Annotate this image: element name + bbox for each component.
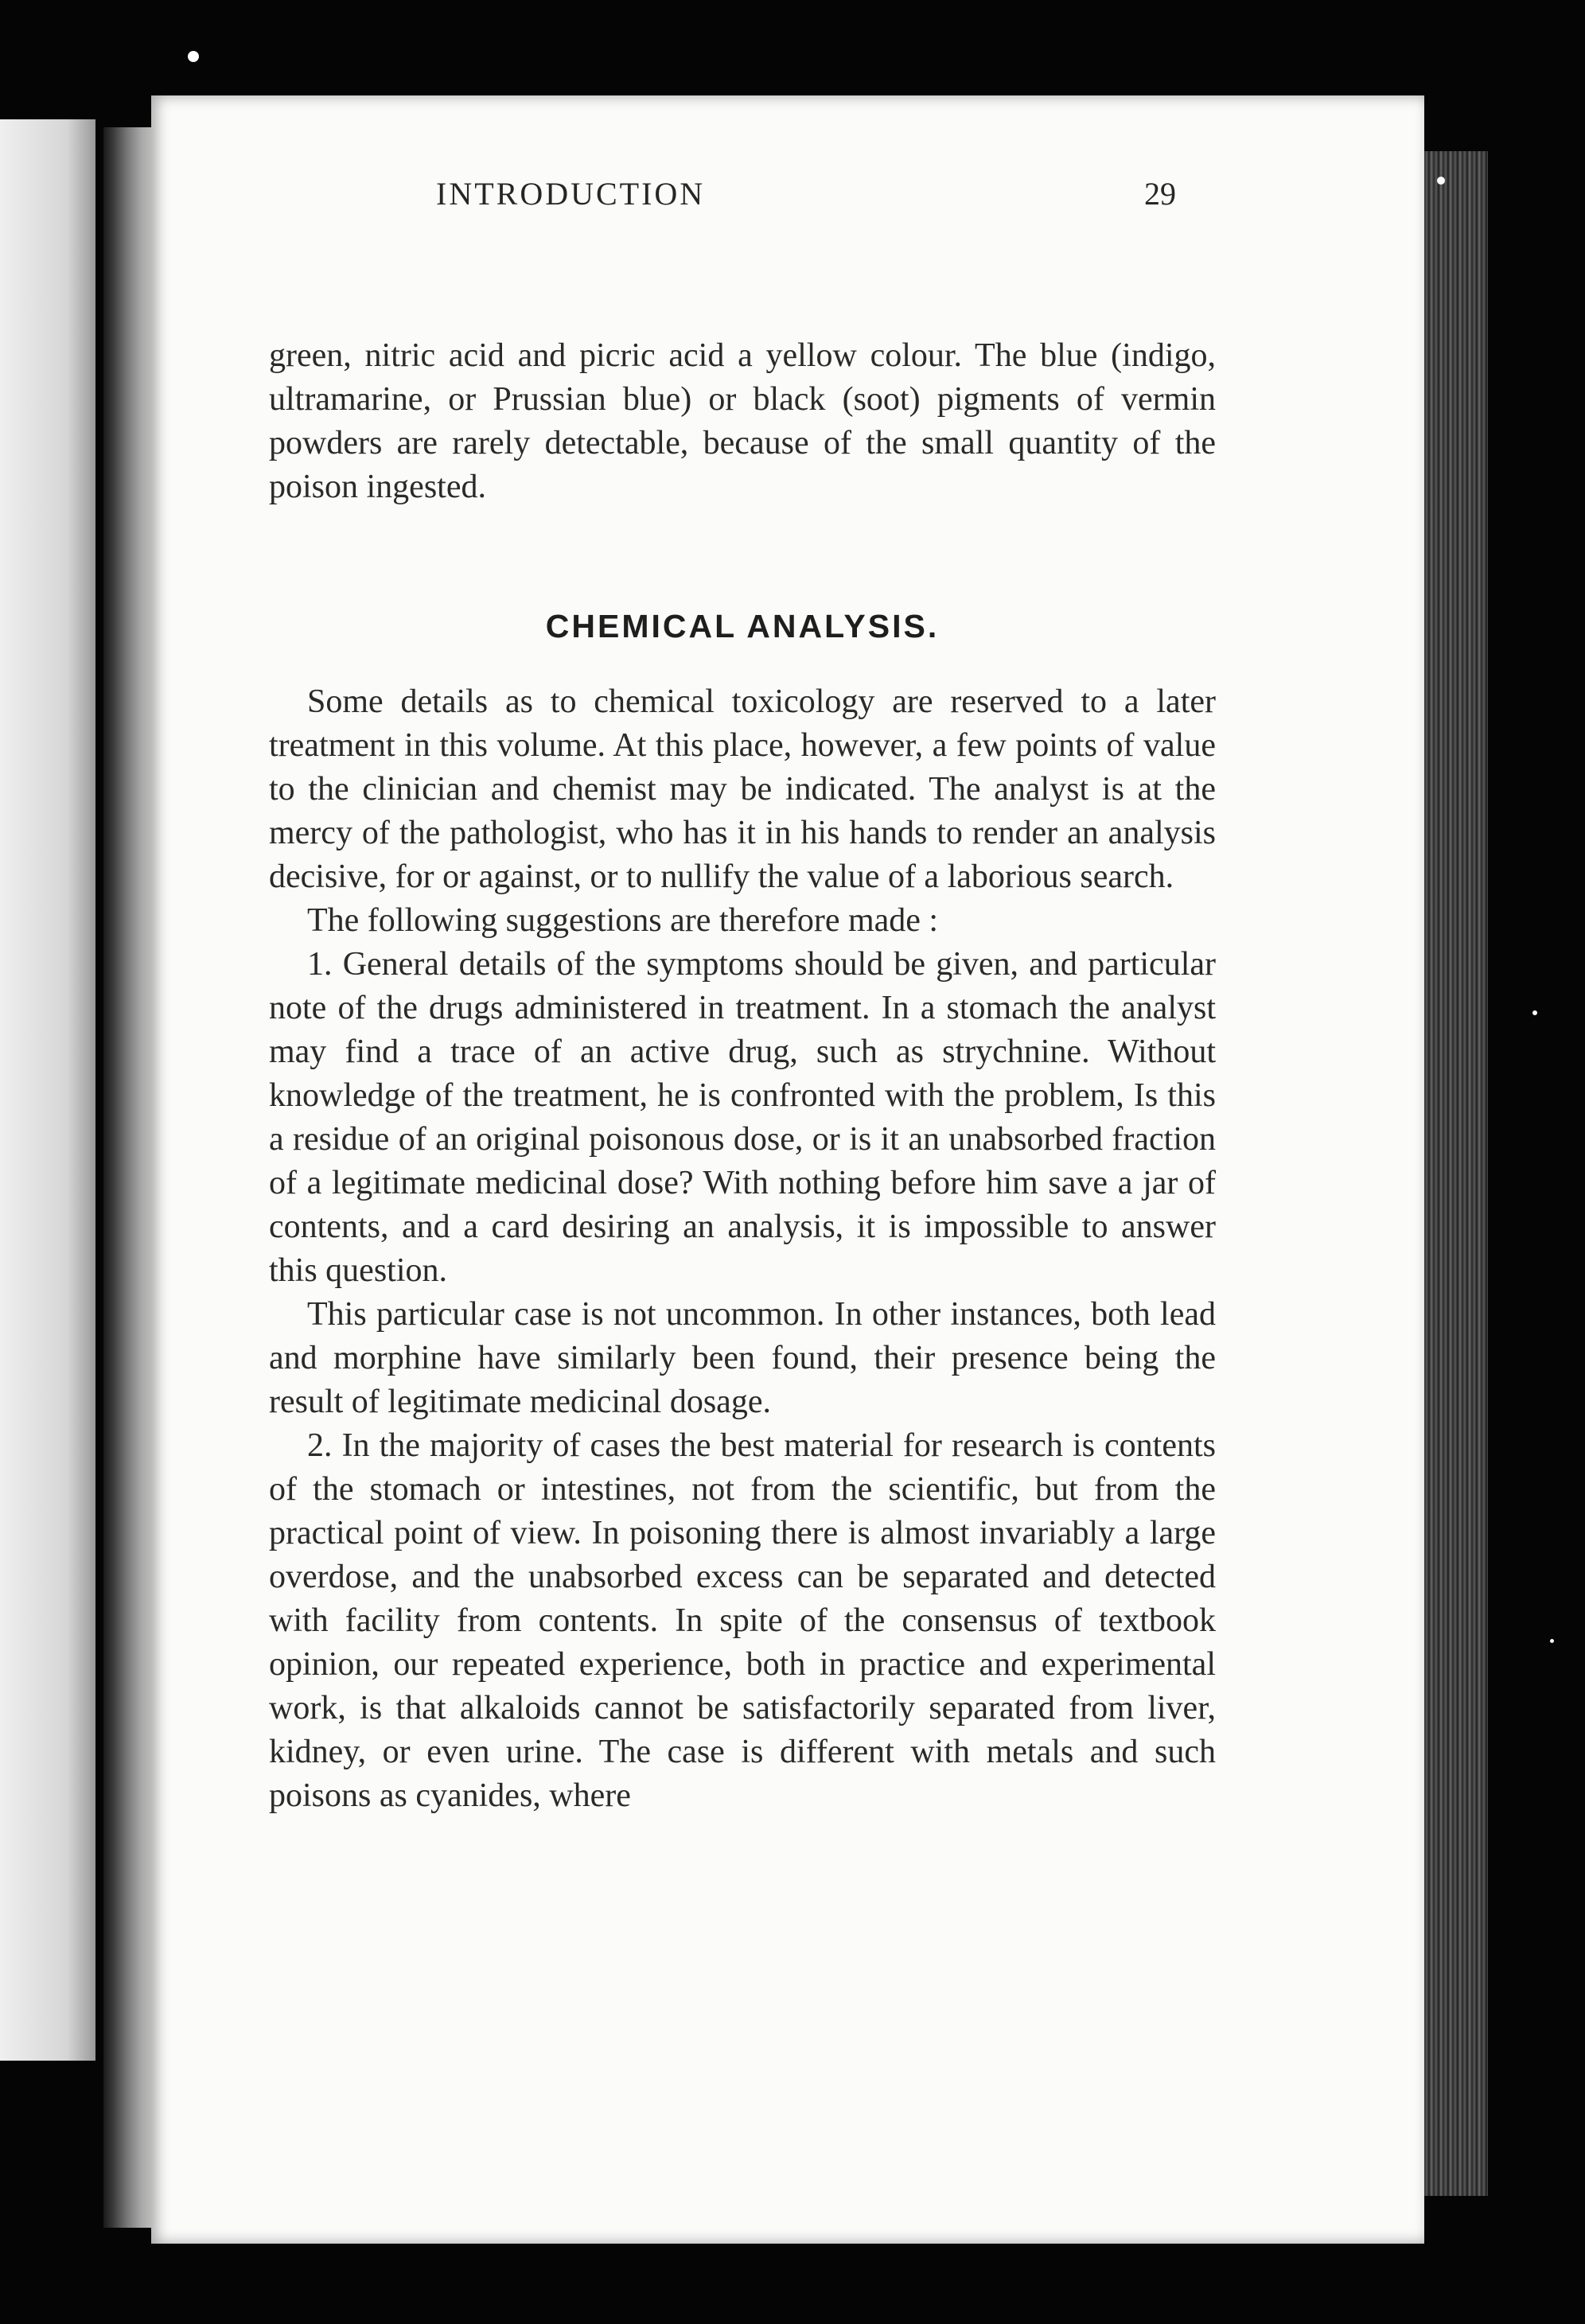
page-stack-edge bbox=[1424, 151, 1488, 2196]
dust-speck bbox=[1550, 1639, 1554, 1643]
running-head bbox=[436, 175, 1232, 223]
book-gutter-shadow bbox=[103, 127, 158, 2228]
paragraph: The following suggestions are therefore made : bbox=[307, 902, 939, 939]
page-number: 29 bbox=[1144, 176, 1176, 212]
paragraph-continued: green, nitric acid and picric acid a yellow colour. The blue (indigo, ultramarine, or Prussian blue) or black (soot) pigments of vermin powders are rarely detectable, because of the small quantity of the poison ingested. bbox=[269, 337, 1216, 505]
dust-speck bbox=[188, 51, 199, 62]
paragraph: This particular case is not uncommon. In other instances, both lead and morphine have similarly been found, their presence being the result of legitimate medicinal dosage. bbox=[269, 1296, 1216, 1420]
paragraph-numbered-2: 2. In the majority of cases the best material for research is contents of the stomach or intestines, not from the scientific, but from the practical point of view. In poisoning there is almost invariably a large overdose, and the unabsorbed excess can be separated and detected with facility from contents. In spite of the consensus of textbook opinion, our repeated experience, both in practice and experimental work, is that alkaloids cannot be satisfactorily separated from liver, kidney, or even urine. The case is different with metals and such poisons as cyanides, where bbox=[269, 1427, 1216, 1814]
paragraph-numbered-1: 1. General details of the symptoms should be given, and particular note of the drugs administered in treatment. In a stomach the analyst may find a trace of an active drug, such as strychnine. Without knowledge of the treatment, he is confronted with the problem, Is this a residue of an original poisonous dose, or is it an unabsorbed fraction of a legitimate medicinal dose? With nothing before him save a jar of contents, and a card desiring an analysis, it is impossible to answer this question. bbox=[269, 946, 1216, 1289]
running-head-title: INTRODUCTION bbox=[436, 176, 706, 212]
paragraph: Some details as to chemical toxicology are reserved to a later treatment in this volume. At this place, however, a few points of value to the clinician and chemist may be indicated. The analyst is at the mercy of the pathologist, who has it in his hands to render an analysis decisive, for or against, or to nullify the value of a laborious search. bbox=[269, 683, 1216, 895]
page-body bbox=[269, 334, 1216, 1818]
dust-speck bbox=[1532, 1010, 1537, 1015]
dust-speck bbox=[1437, 177, 1445, 185]
left-page-edge bbox=[0, 119, 95, 2061]
section-heading: CHEMICAL ANALYSIS. bbox=[545, 608, 940, 644]
